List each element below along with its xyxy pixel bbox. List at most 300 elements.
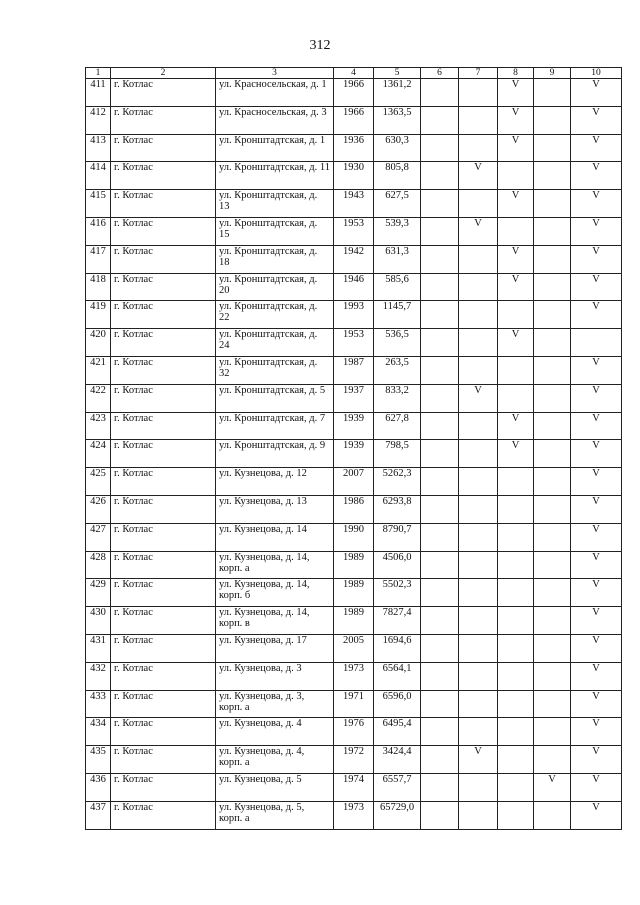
row-number-cell: 421	[86, 356, 111, 384]
column-8-cell	[498, 746, 534, 774]
address-cell: ул. Кузнецова, д. 14, корп. в	[216, 607, 334, 635]
area-cell: 627,8	[374, 412, 421, 440]
city-cell: г. Котлас	[111, 134, 216, 162]
address-cell: ул. Красносельская, д. 3	[216, 106, 334, 134]
column-6-cell	[421, 190, 459, 218]
area-cell: 833,2	[374, 384, 421, 412]
year-cell: 1990	[334, 523, 374, 551]
column-8-cell: V	[498, 329, 534, 357]
area-cell: 6557,7	[374, 773, 421, 801]
table-row	[86, 79, 622, 107]
column-9-cell	[534, 356, 571, 384]
row-number-cell: 414	[86, 162, 111, 190]
row-number-cell: 437	[86, 801, 111, 829]
address-cell: ул. Кузнецова, д. 14, корп. а	[216, 551, 334, 579]
column-8-cell	[498, 356, 534, 384]
column-7-cell	[459, 412, 498, 440]
column-10-cell: V	[571, 301, 622, 329]
column-10-cell: V	[571, 356, 622, 384]
column-8-cell	[498, 579, 534, 607]
column-6-cell	[421, 106, 459, 134]
year-cell: 2005	[334, 634, 374, 662]
area-cell: 805,8	[374, 162, 421, 190]
column-7-cell	[459, 579, 498, 607]
area-cell: 1145,7	[374, 301, 421, 329]
column-8-cell: V	[498, 273, 534, 301]
column-6-cell	[421, 412, 459, 440]
column-8-cell	[498, 607, 534, 635]
column-7-cell	[459, 301, 498, 329]
column-7-cell	[459, 773, 498, 801]
column-9-cell: V	[534, 773, 571, 801]
year-cell: 1953	[334, 217, 374, 245]
column-8-cell	[498, 551, 534, 579]
city-cell: г. Котлас	[111, 384, 216, 412]
column-9-cell	[534, 746, 571, 774]
column-header: 6	[421, 68, 459, 79]
column-8-cell: V	[498, 412, 534, 440]
column-8-cell	[498, 718, 534, 746]
column-header: 7	[459, 68, 498, 79]
year-cell: 1972	[334, 746, 374, 774]
city-cell: г. Котлас	[111, 662, 216, 690]
row-number-cell: 436	[86, 773, 111, 801]
area-cell: 1694,6	[374, 634, 421, 662]
column-10-cell: V	[571, 134, 622, 162]
city-cell: г. Котлас	[111, 356, 216, 384]
column-10-cell: V	[571, 384, 622, 412]
column-9-cell	[534, 801, 571, 829]
column-9-cell	[534, 106, 571, 134]
address-cell: ул. Кузнецова, д. 3	[216, 662, 334, 690]
column-9-cell	[534, 440, 571, 468]
area-cell: 1361,2	[374, 79, 421, 107]
row-number-cell: 413	[86, 134, 111, 162]
column-6-cell	[421, 773, 459, 801]
column-6-cell	[421, 329, 459, 357]
row-number-cell: 415	[86, 190, 111, 218]
column-10-cell: V	[571, 273, 622, 301]
area-cell: 5262,3	[374, 468, 421, 496]
column-9-cell	[534, 718, 571, 746]
area-cell: 6564,1	[374, 662, 421, 690]
table-row	[86, 412, 622, 440]
year-cell: 1936	[334, 134, 374, 162]
table-row	[86, 440, 622, 468]
row-number-cell: 430	[86, 607, 111, 635]
city-cell: г. Котлас	[111, 301, 216, 329]
column-9-cell	[534, 217, 571, 245]
column-7-cell	[459, 106, 498, 134]
city-cell: г. Котлас	[111, 773, 216, 801]
year-cell: 1973	[334, 801, 374, 829]
year-cell: 1939	[334, 440, 374, 468]
column-9-cell	[534, 384, 571, 412]
year-cell: 1973	[334, 662, 374, 690]
year-cell: 1989	[334, 607, 374, 635]
address-cell: ул. Кузнецова, д. 13	[216, 495, 334, 523]
area-cell: 263,5	[374, 356, 421, 384]
city-cell: г. Котлас	[111, 329, 216, 357]
column-7-cell	[459, 607, 498, 635]
year-cell: 1943	[334, 190, 374, 218]
year-cell: 1974	[334, 773, 374, 801]
column-10-cell: V	[571, 718, 622, 746]
city-cell: г. Котлас	[111, 495, 216, 523]
column-9-cell	[534, 301, 571, 329]
column-6-cell	[421, 579, 459, 607]
column-6-cell	[421, 217, 459, 245]
column-9-cell	[534, 551, 571, 579]
column-10-cell: V	[571, 579, 622, 607]
address-cell: ул. Кронштадтская, д. 15	[216, 217, 334, 245]
table-row	[86, 523, 622, 551]
table-row	[86, 495, 622, 523]
address-cell: ул. Кузнецова, д. 3, корп. а	[216, 690, 334, 718]
column-8-cell	[498, 162, 534, 190]
column-10-cell: V	[571, 607, 622, 635]
year-cell: 1930	[334, 162, 374, 190]
year-cell: 2007	[334, 468, 374, 496]
area-cell: 8790,7	[374, 523, 421, 551]
column-10-cell: V	[571, 551, 622, 579]
column-10-cell: V	[571, 801, 622, 829]
city-cell: г. Котлас	[111, 412, 216, 440]
column-7-cell	[459, 718, 498, 746]
table-row	[86, 162, 622, 190]
column-8-cell	[498, 662, 534, 690]
year-cell: 1987	[334, 356, 374, 384]
column-10-cell: V	[571, 773, 622, 801]
column-7-cell	[459, 245, 498, 273]
column-7-cell: V	[459, 384, 498, 412]
row-number-cell: 432	[86, 662, 111, 690]
column-6-cell	[421, 440, 459, 468]
city-cell: г. Котлас	[111, 718, 216, 746]
column-7-cell	[459, 190, 498, 218]
column-10-cell: V	[571, 217, 622, 245]
address-cell: ул. Кронштадтская, д. 18	[216, 245, 334, 273]
address-cell: ул. Кузнецова, д. 14, корп. б	[216, 579, 334, 607]
column-10-cell: V	[571, 468, 622, 496]
city-cell: г. Котлас	[111, 79, 216, 107]
column-6-cell	[421, 551, 459, 579]
city-cell: г. Котлас	[111, 245, 216, 273]
column-header: 1	[86, 68, 111, 79]
column-header: 8	[498, 68, 534, 79]
row-number-cell: 416	[86, 217, 111, 245]
row-number-cell: 426	[86, 495, 111, 523]
column-9-cell	[534, 273, 571, 301]
table-row	[86, 690, 622, 718]
row-number-cell: 431	[86, 634, 111, 662]
address-cell: ул. Кронштадтская, д. 11	[216, 162, 334, 190]
column-10-cell: V	[571, 245, 622, 273]
column-6-cell	[421, 690, 459, 718]
address-cell: ул. Кузнецова, д. 14	[216, 523, 334, 551]
address-cell: ул. Кронштадтская, д. 7	[216, 412, 334, 440]
column-6-cell	[421, 356, 459, 384]
area-cell: 539,3	[374, 217, 421, 245]
column-6-cell	[421, 662, 459, 690]
column-8-cell	[498, 468, 534, 496]
column-6-cell	[421, 523, 459, 551]
city-cell: г. Котлас	[111, 579, 216, 607]
column-8-cell	[498, 634, 534, 662]
column-header: 5	[374, 68, 421, 79]
area-cell: 65729,0	[374, 801, 421, 829]
column-7-cell	[459, 662, 498, 690]
table-row	[86, 134, 622, 162]
column-10-cell: V	[571, 523, 622, 551]
column-6-cell	[421, 607, 459, 635]
column-10-cell: V	[571, 495, 622, 523]
column-6-cell	[421, 301, 459, 329]
table-row	[86, 190, 622, 218]
column-9-cell	[534, 79, 571, 107]
row-number-cell: 433	[86, 690, 111, 718]
area-cell: 3424,4	[374, 746, 421, 774]
table-row	[86, 356, 622, 384]
column-9-cell	[534, 134, 571, 162]
column-8-cell: V	[498, 440, 534, 468]
column-header: 3	[216, 68, 334, 79]
column-7-cell	[459, 523, 498, 551]
area-cell: 536,5	[374, 329, 421, 357]
column-8-cell: V	[498, 190, 534, 218]
year-cell: 1971	[334, 690, 374, 718]
area-cell: 631,3	[374, 245, 421, 273]
year-cell: 1939	[334, 412, 374, 440]
column-7-cell	[459, 551, 498, 579]
column-10-cell: V	[571, 690, 622, 718]
column-8-cell	[498, 523, 534, 551]
row-number-cell: 427	[86, 523, 111, 551]
column-10-cell: V	[571, 162, 622, 190]
column-8-cell	[498, 217, 534, 245]
column-6-cell	[421, 384, 459, 412]
address-cell: ул. Кузнецова, д. 5, корп. а	[216, 801, 334, 829]
address-cell: ул. Кузнецова, д. 5	[216, 773, 334, 801]
column-8-cell: V	[498, 134, 534, 162]
city-cell: г. Котлас	[111, 746, 216, 774]
year-cell: 1989	[334, 551, 374, 579]
address-cell: ул. Кронштадтская, д. 9	[216, 440, 334, 468]
city-cell: г. Котлас	[111, 690, 216, 718]
city-cell: г. Котлас	[111, 273, 216, 301]
row-number-cell: 435	[86, 746, 111, 774]
row-number-cell: 420	[86, 329, 111, 357]
column-9-cell	[534, 190, 571, 218]
city-cell: г. Котлас	[111, 551, 216, 579]
column-6-cell	[421, 79, 459, 107]
column-7-cell: V	[459, 162, 498, 190]
column-7-cell	[459, 329, 498, 357]
table-row	[86, 634, 622, 662]
column-7-cell	[459, 79, 498, 107]
column-9-cell	[534, 523, 571, 551]
address-cell: ул. Кузнецова, д. 17	[216, 634, 334, 662]
column-7-cell: V	[459, 217, 498, 245]
address-cell: ул. Кронштадтская, д. 32	[216, 356, 334, 384]
column-7-cell	[459, 495, 498, 523]
table-row	[86, 329, 622, 357]
column-8-cell	[498, 301, 534, 329]
area-cell: 1363,5	[374, 106, 421, 134]
column-9-cell	[534, 162, 571, 190]
row-number-cell: 429	[86, 579, 111, 607]
column-header: 9	[534, 68, 571, 79]
address-cell: ул. Кронштадтская, д. 22	[216, 301, 334, 329]
column-9-cell	[534, 690, 571, 718]
table-row	[86, 273, 622, 301]
column-6-cell	[421, 634, 459, 662]
table-row	[86, 579, 622, 607]
address-cell: ул. Кузнецова, д. 12	[216, 468, 334, 496]
housing-registry-table	[85, 67, 622, 830]
table-row	[86, 245, 622, 273]
address-cell: ул. Кронштадтская, д. 1	[216, 134, 334, 162]
row-number-cell: 419	[86, 301, 111, 329]
column-10-cell	[571, 329, 622, 357]
area-cell: 5502,3	[374, 579, 421, 607]
column-6-cell	[421, 718, 459, 746]
year-cell: 1946	[334, 273, 374, 301]
column-8-cell: V	[498, 79, 534, 107]
area-cell: 4506,0	[374, 551, 421, 579]
column-10-cell: V	[571, 746, 622, 774]
column-9-cell	[534, 634, 571, 662]
year-cell: 1937	[334, 384, 374, 412]
city-cell: г. Котлас	[111, 190, 216, 218]
area-cell: 6495,4	[374, 718, 421, 746]
column-6-cell	[421, 273, 459, 301]
address-cell: ул. Кузнецова, д. 4, корп. а	[216, 746, 334, 774]
column-10-cell: V	[571, 634, 622, 662]
row-number-cell: 418	[86, 273, 111, 301]
column-9-cell	[534, 495, 571, 523]
column-7-cell	[459, 634, 498, 662]
table-row	[86, 468, 622, 496]
city-cell: г. Котлас	[111, 523, 216, 551]
city-cell: г. Котлас	[111, 801, 216, 829]
address-cell: ул. Кронштадтская, д. 13	[216, 190, 334, 218]
row-number-cell: 412	[86, 106, 111, 134]
table-row	[86, 106, 622, 134]
year-cell: 1953	[334, 329, 374, 357]
column-7-cell	[459, 134, 498, 162]
column-6-cell	[421, 134, 459, 162]
column-6-cell	[421, 746, 459, 774]
column-number-row	[86, 68, 622, 79]
area-cell: 627,5	[374, 190, 421, 218]
column-7-cell	[459, 801, 498, 829]
address-cell: ул. Кронштадтская, д. 5	[216, 384, 334, 412]
column-7-cell	[459, 690, 498, 718]
table-row	[86, 217, 622, 245]
table-row	[86, 746, 622, 774]
column-8-cell	[498, 495, 534, 523]
city-cell: г. Котлас	[111, 468, 216, 496]
area-cell: 7827,4	[374, 607, 421, 635]
year-cell: 1966	[334, 106, 374, 134]
column-7-cell	[459, 356, 498, 384]
column-9-cell	[534, 607, 571, 635]
column-9-cell	[534, 579, 571, 607]
table-row	[86, 773, 622, 801]
column-9-cell	[534, 245, 571, 273]
city-cell: г. Котлас	[111, 106, 216, 134]
column-7-cell: V	[459, 746, 498, 774]
column-header: 2	[111, 68, 216, 79]
address-cell: ул. Кузнецова, д. 4	[216, 718, 334, 746]
table-row	[86, 662, 622, 690]
column-9-cell	[534, 662, 571, 690]
column-10-cell: V	[571, 79, 622, 107]
address-cell: ул. Кронштадтская, д. 24	[216, 329, 334, 357]
table-row	[86, 718, 622, 746]
area-cell: 798,5	[374, 440, 421, 468]
table-body	[86, 79, 622, 830]
row-number-cell: 434	[86, 718, 111, 746]
address-cell: ул. Кронштадтская, д. 20	[216, 273, 334, 301]
column-header: 4	[334, 68, 374, 79]
city-cell: г. Котлас	[111, 162, 216, 190]
address-cell: ул. Красносельская, д. 1	[216, 79, 334, 107]
column-7-cell	[459, 440, 498, 468]
column-6-cell	[421, 468, 459, 496]
year-cell: 1976	[334, 718, 374, 746]
year-cell: 1989	[334, 579, 374, 607]
table-row	[86, 607, 622, 635]
table-row	[86, 301, 622, 329]
column-6-cell	[421, 801, 459, 829]
column-8-cell	[498, 773, 534, 801]
page-number: 312	[309, 38, 331, 53]
year-cell: 1986	[334, 495, 374, 523]
row-number-cell: 423	[86, 412, 111, 440]
column-10-cell: V	[571, 440, 622, 468]
table-row	[86, 801, 622, 829]
column-9-cell	[534, 412, 571, 440]
area-cell: 630,3	[374, 134, 421, 162]
city-cell: г. Котлас	[111, 607, 216, 635]
area-cell: 6596,0	[374, 690, 421, 718]
column-8-cell	[498, 384, 534, 412]
area-cell: 585,6	[374, 273, 421, 301]
year-cell: 1993	[334, 301, 374, 329]
column-8-cell: V	[498, 245, 534, 273]
row-number-cell: 424	[86, 440, 111, 468]
city-cell: г. Котлас	[111, 217, 216, 245]
row-number-cell: 422	[86, 384, 111, 412]
area-cell: 6293,8	[374, 495, 421, 523]
column-6-cell	[421, 162, 459, 190]
column-8-cell	[498, 690, 534, 718]
column-8-cell: V	[498, 106, 534, 134]
column-8-cell	[498, 801, 534, 829]
column-9-cell	[534, 468, 571, 496]
column-6-cell	[421, 495, 459, 523]
row-number-cell: 411	[86, 79, 111, 107]
year-cell: 1942	[334, 245, 374, 273]
column-10-cell: V	[571, 412, 622, 440]
row-number-cell: 417	[86, 245, 111, 273]
column-10-cell: V	[571, 662, 622, 690]
row-number-cell: 425	[86, 468, 111, 496]
column-9-cell	[534, 329, 571, 357]
table-row	[86, 551, 622, 579]
